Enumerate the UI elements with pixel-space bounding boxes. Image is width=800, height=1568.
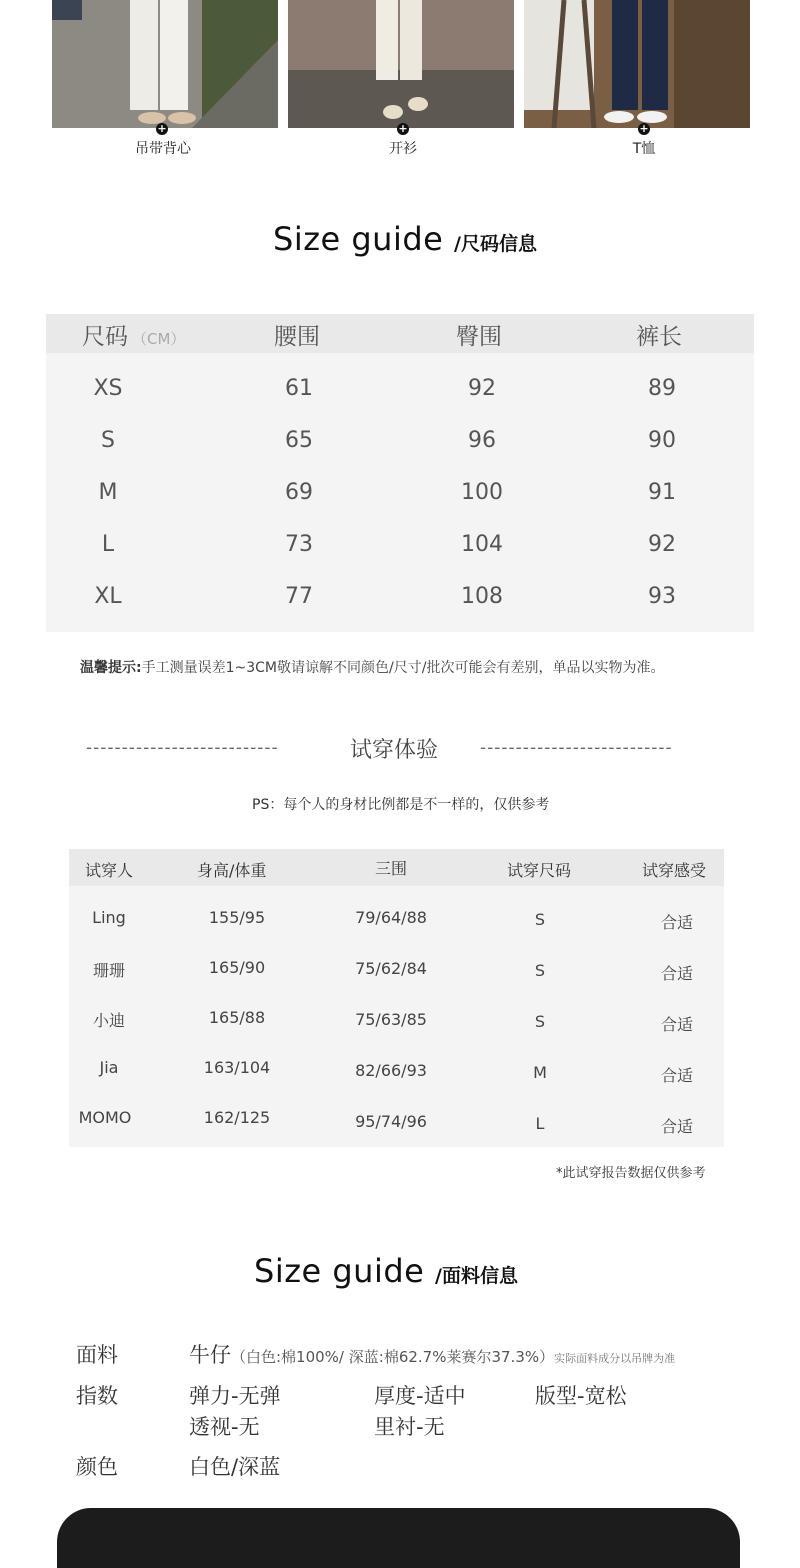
outfit-caption: 开衫 [389,141,417,157]
outfit-caption: T恤 [632,141,656,157]
size-guide-subtitle: /尺码信息 [454,233,537,255]
trial-name: Jia [99,1058,119,1077]
fabric-guide-title-text: Size guide [254,1252,425,1290]
length-cell: 91 [648,480,676,505]
length-cell: 89 [648,376,676,401]
hip-cell: 96 [468,428,496,453]
trial-size: S [534,910,546,929]
fabric-guide-title [254,1252,518,1290]
trial-size: M [533,1063,547,1082]
plus-icon[interactable]: + [157,122,167,135]
waist-cell: 65 [285,428,313,453]
trial-hw: 155/95 [208,908,266,927]
size-guide-title-text: Size guide [273,220,444,258]
length-cell: 90 [648,428,676,453]
size-table-header [46,314,754,353]
fabric-color-value: 白色/深蓝 [189,1455,281,1479]
trial-name: Ling [92,908,126,927]
header-unit: （CM） [132,330,186,348]
fabric-material-row [189,1339,675,1369]
waist-cell: 61 [285,376,313,401]
trial-header-bust: 三围 [375,859,408,878]
trial-name: MOMO [78,1108,132,1127]
trial-name: 小迪 [92,1011,125,1030]
denim-detail-image [57,1508,740,1568]
fabric-sheer: 透视-无 [189,1415,260,1439]
outfit-image-3 [524,0,750,128]
outfit-photo-1[interactable] [52,0,278,128]
length-cell: 93 [648,584,676,609]
trial-feel: 合适 [660,1015,693,1034]
header-size: 尺码 [82,324,128,350]
size-cell: M [98,480,118,505]
trial-bust: 82/66/93 [355,1061,427,1080]
header-waist: 腰围 [274,324,320,350]
fabric-index-label: 指数 [76,1384,118,1408]
trial-header-hw: 身高/体重 [197,861,267,880]
fabric-guide-subtitle: /面料信息 [435,1265,518,1287]
fabric-material-detail: （白色:棉100%/ 深蓝:棉62.7%莱赛尔37.3%） [231,1348,555,1366]
trial-size: L [535,1114,545,1133]
waist-cell: 69 [285,480,313,505]
trial-hw: 163/104 [203,1058,271,1077]
trial-header-feel: 试穿感受 [642,861,707,880]
hip-cell: 92 [468,376,496,401]
size-table [46,314,754,632]
waist-cell: 77 [285,584,313,609]
trial-hw: 165/88 [208,1008,266,1027]
header-length: 裤长 [636,324,682,350]
trial-feel: 合适 [660,1117,693,1136]
fabric-material-note: 实际面料成分以吊牌为准 [554,1352,676,1365]
trial-hw: 162/125 [203,1108,271,1127]
trial-hw: 165/90 [208,958,266,977]
hip-cell: 108 [461,584,503,609]
length-cell: 92 [648,532,676,557]
size-note-text: 手工测量误差1~3CM敬请谅解不同颜色/尺寸/批次可能会有差别，单品以实物为准。 [141,660,665,676]
size-note [80,657,664,677]
trial-feel: 合适 [660,1066,693,1085]
fabric-color-label: 颜色 [76,1455,118,1479]
fabric-fit: 版型-宽松 [535,1384,627,1408]
divider-right: --------------------------- [480,738,673,758]
divider-left: --------------------------- [86,738,279,758]
header-hip: 臀围 [456,324,502,350]
size-cell: XS [93,376,123,401]
hip-cell: 104 [461,532,503,557]
trial-feel: 合适 [660,964,693,983]
fabric-elastic: 弹力-无弹 [189,1384,281,1408]
trial-size: S [534,1012,546,1031]
trial-header-size: 试穿尺码 [507,861,572,880]
waist-cell: 73 [285,532,313,557]
trial-table [69,849,724,1147]
size-cell: L [101,532,115,557]
outfit-caption: 吊带背心 [135,141,191,157]
trial-size: S [534,961,546,980]
outfit-image-2 [288,0,514,128]
trial-feel: 合适 [660,913,693,932]
trial-bust: 79/64/88 [355,908,427,927]
trial-bust: 95/74/96 [355,1112,427,1131]
size-guide-title [273,220,537,258]
plus-icon[interactable]: + [639,122,649,135]
trial-table-header [69,849,724,886]
hip-cell: 100 [461,480,503,505]
fabric-material-label: 面料 [76,1343,118,1367]
size-cell: S [101,428,115,453]
trial-bust: 75/63/85 [355,1010,427,1029]
outfit-photo-3[interactable] [524,0,750,128]
plus-icon[interactable]: + [398,122,408,135]
size-cell: XL [94,584,122,609]
trial-footnote: *此试穿报告数据仅供参考 [556,1166,706,1181]
fabric-material-value: 牛仔 [189,1343,231,1367]
outfit-photo-2[interactable] [288,0,514,128]
fabric-lining: 里衬-无 [374,1415,445,1439]
fabric-thickness: 厚度-适中 [374,1384,466,1408]
outfit-image-1 [52,0,278,128]
size-note-label: 温馨提示: [80,660,142,676]
trial-bust: 75/62/84 [355,959,427,978]
trial-header-name: 试穿人 [85,861,134,880]
trial-name: 珊珊 [92,961,125,980]
trial-title: 试穿体验 [350,738,439,763]
trial-ps: PS：每个人的身材比例都是不一样的，仅供参考 [252,797,550,813]
